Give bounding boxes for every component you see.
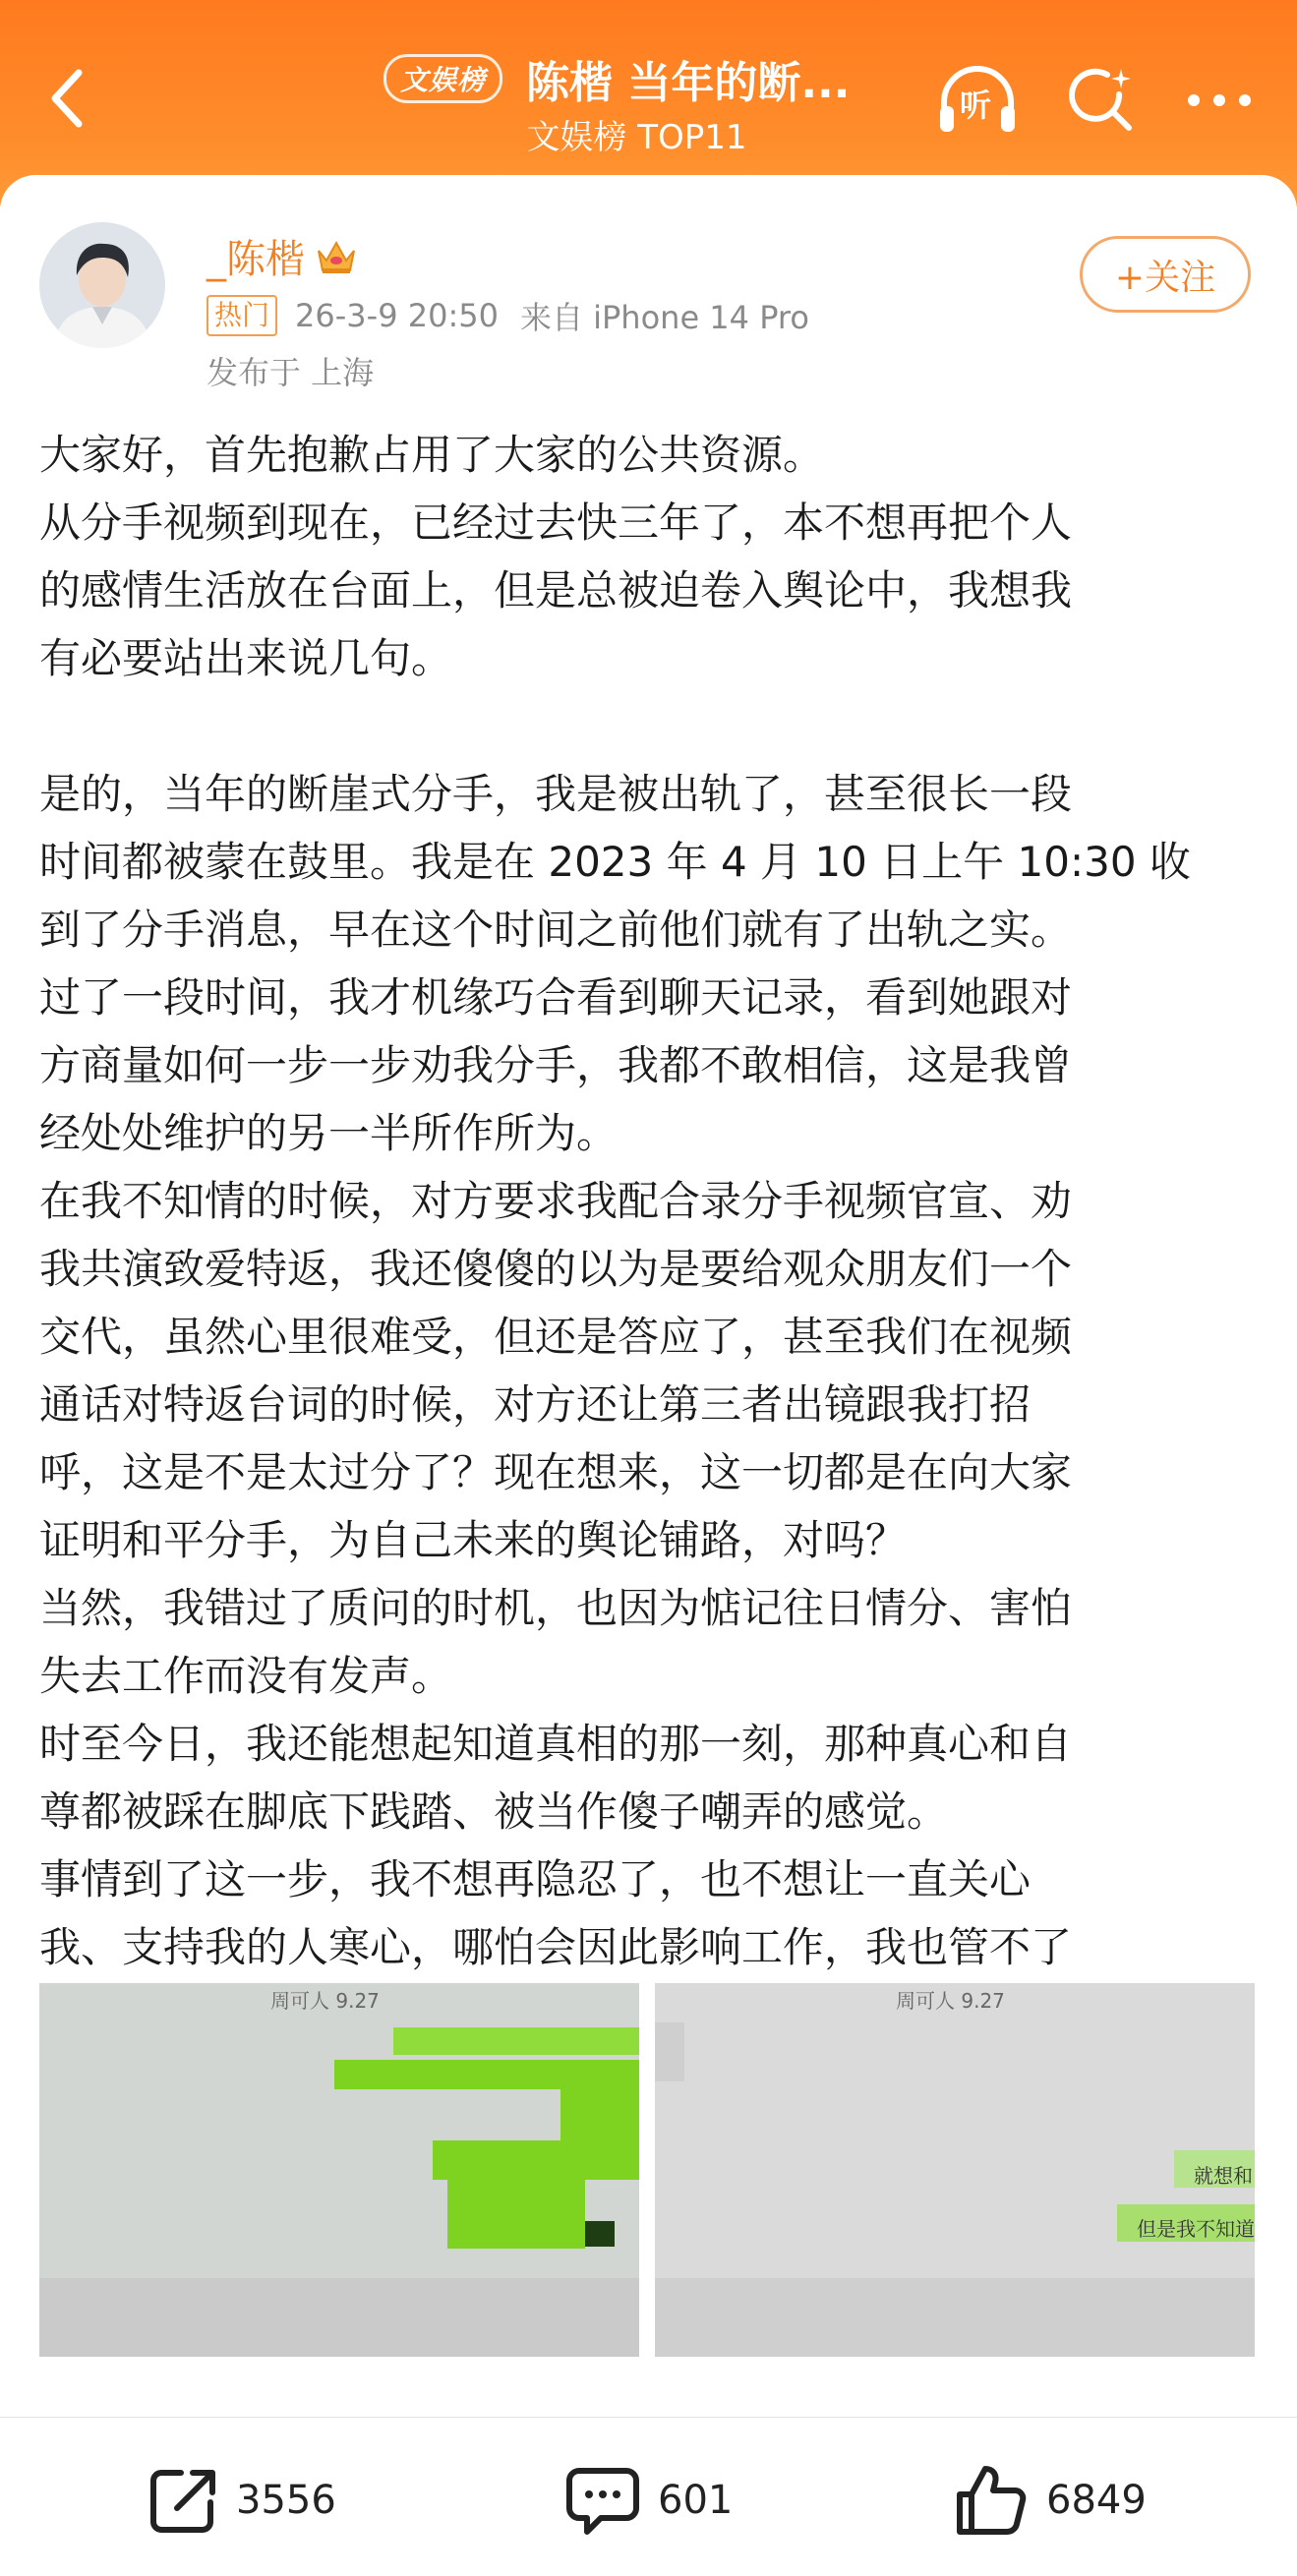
post-line: 我、支持我的人寒心，哪怕会因此影响工作，我也管不了 [39,1923,1073,1971]
follow-button[interactable]: +关注 [1080,236,1251,313]
post-line: 大家好，首先抱歉占用了大家的公共资源。 [39,431,825,479]
chat-bubble-text: 就想和 [1194,2164,1253,2188]
post-body [39,421,1259,2117]
post-line: 证明和平分手，为自己未来的舆论铺路，对吗？ [39,1516,908,1564]
chat-contact-name: 周可人 9.27 [270,1989,380,2013]
thumbs-up-icon [954,2463,1029,2538]
listen-button[interactable] [934,57,1021,144]
avatar[interactable] [39,222,165,348]
post-line: 通话对特返台词的时候，对方还让第三者出镜跟我打招 [39,1380,1032,1429]
comment-button[interactable] [565,2461,733,2540]
topic-title: 陈楷 当年的断... [526,58,851,108]
post-line: 从分手视频到现在，已经过去快三年了，本不想再把个人 [39,498,1073,547]
post-line: 是的，当年的断崖式分手，我是被出轨了，甚至很长一段 [39,770,1073,818]
chat-screenshot-graphic [655,1983,1255,2357]
more-button[interactable] [1176,57,1263,144]
topic-rank: 文娱榜 TOP11 [526,118,747,157]
author-name: _陈楷 [206,237,305,282]
post-line: 我共演致爱特返，我还傻傻的以为是要给观众朋友们一个 [39,1245,1073,1293]
post-images [39,1983,1255,2357]
crown-badge-icon [315,237,358,276]
post-line: 的感情生活放在台面上，但是总被迫卷入舆论中，我想我 [39,566,1073,615]
post-line: 时间都被蒙在鼓里。我是在 2023 年 4 月 10 日上午 10:30 收 [39,838,1191,886]
like-button[interactable] [954,2461,1147,2540]
post-line: 方商量如何一步一步劝我分手，我都不敢相信，这是我曾 [39,1041,1073,1089]
repost-count: 3556 [236,2478,336,2523]
post-line: 当然，我错过了质问的时机，也因为惦记往日情分、害怕 [39,1584,1073,1632]
post-line: 时至今日，我还能想起知道真相的那一刻，那种真心和自 [39,1720,1073,1768]
author-name-row[interactable] [206,228,358,284]
post-line: 尊都被踩在脚底下践踏、被当作傻子嘲弄的感觉。 [39,1787,949,1836]
chat-screenshot-image[interactable] [655,1983,1255,2357]
post-line: 有必要站出来说几句。 [39,634,453,682]
post-line: 交代，虽然心里很难受，但还是答应了，甚至我们在视频 [39,1313,1073,1361]
post-line: 过了一段时间，我才机缘巧合看到聊天记录，看到她跟对 [39,973,1073,1022]
avatar-image [39,222,165,348]
search-button[interactable] [1058,57,1145,144]
share-icon [147,2465,218,2536]
comment-count: 601 [658,2478,734,2523]
post-line: 事情到了这一步，我不想再隐忍了，也不想让一直关心 [39,1855,1032,1903]
like-count: 6849 [1046,2478,1147,2523]
post-meta [206,293,809,338]
post-line: 经处处维护的另一半所作所为。 [39,1109,619,1157]
post-source: 来自 iPhone 14 Pro [519,299,809,336]
more-icon [1184,90,1255,110]
chat-screenshot-image[interactable] [39,1983,639,2357]
repost-button[interactable] [147,2461,336,2540]
hot-tag: 热门 [206,295,277,336]
topic-title-row[interactable] [383,43,850,114]
listen-label: 听 [960,87,992,124]
comment-icon [565,2465,640,2536]
paragraph-gap [39,692,1259,760]
post-line: 呼，这是不是太过分了？现在想来，这一切都是在向大家 [39,1448,1073,1496]
chat-screenshot-graphic [39,1983,639,2357]
post-line: 到了分手消息，早在这个时间之前他们就有了出轨之实。 [39,906,1073,954]
post-line: 失去工作而没有发声。 [39,1652,453,1700]
post-location: 发布于 上海 [206,354,375,391]
post-time: 26-3-9 20:50 [295,297,499,334]
chat-bubble-text: 但是我不知道 [1137,2217,1255,2241]
rank-tag: 文娱榜 [383,54,502,103]
post-line: 在我不知情的时候，对方要求我配合录分手视频官宣、劝 [39,1177,1073,1225]
bottom-action-bar [0,2417,1297,2576]
chat-contact-name: 周可人 9.27 [896,1989,1005,2013]
search-icon [1066,65,1137,136]
